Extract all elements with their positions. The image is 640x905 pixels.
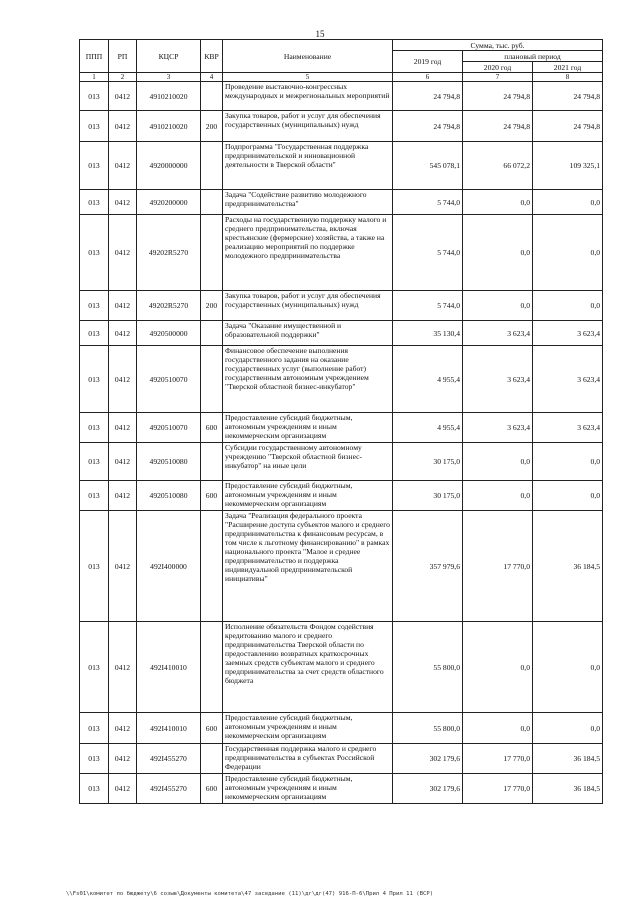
ktssr-cell: 49202R5270 <box>137 291 201 321</box>
value-2021-cell: 0,0 <box>533 190 603 215</box>
ktssr-cell: 49202R5270 <box>137 215 201 291</box>
name-cell: Задача "Реализация федерального проекта "Расширение доступа субъектов малого и среднего предпринимательства к финансовым ресурсам, в том числе к льготному финансированию" в рамках национального проекта "Малое и среднее предпринимательство и поддержка индивидуальной предпринимательской инициативы" <box>223 511 393 622</box>
value-2020-cell: 0,0 <box>463 190 533 215</box>
kvr-cell: 600 <box>201 413 223 443</box>
value-2020-cell: 0,0 <box>463 291 533 321</box>
table-row <box>80 291 603 321</box>
rp-cell: 0412 <box>109 774 137 804</box>
name-cell: Предоставление субсидий бюджетным, автономным учреждениям и иным некоммерческим организациям <box>223 774 393 804</box>
value-2019-cell: 357 979,6 <box>393 511 463 622</box>
name-cell: Подпрограмма "Государственная поддержка предпринимательской и инновационной деятельности в Тверской области" <box>223 142 393 190</box>
header-ktssr: КЦСР <box>137 40 201 73</box>
table-row <box>80 190 603 215</box>
column-number-row <box>80 73 603 82</box>
ppp-cell: 013 <box>80 413 109 443</box>
ktssr-cell: 4910210020 <box>137 82 201 111</box>
table-row <box>80 82 603 111</box>
value-2021-cell: 3 623,4 <box>533 346 603 413</box>
table-row <box>80 142 603 190</box>
header-rp: РП <box>109 40 137 73</box>
ktssr-cell: 492I455270 <box>137 774 201 804</box>
value-2021-cell: 109 325,1 <box>533 142 603 190</box>
rp-cell: 0412 <box>109 443 137 481</box>
name-cell: Закупка товаров, работ и услуг для обеспечения государственных (муниципальных) нужд <box>223 291 393 321</box>
name-cell: Субсидии государственному автономному учреждению "Тверской областной бизнес-инкубатор" на иные цели <box>223 443 393 481</box>
ppp-cell: 013 <box>80 443 109 481</box>
table-row <box>80 744 603 774</box>
table-row <box>80 774 603 804</box>
value-2019-cell: 55 800,0 <box>393 622 463 713</box>
value-2019-cell: 30 175,0 <box>393 443 463 481</box>
kvr-cell <box>201 744 223 774</box>
value-2019-cell: 55 800,0 <box>393 713 463 744</box>
rp-cell: 0412 <box>109 511 137 622</box>
kvr-cell <box>201 511 223 622</box>
ktssr-cell: 492I410010 <box>137 713 201 744</box>
column-number: 8 <box>533 73 603 82</box>
kvr-cell <box>201 142 223 190</box>
value-2021-cell: 24 794,8 <box>533 111 603 142</box>
kvr-cell: 600 <box>201 774 223 804</box>
rp-cell: 0412 <box>109 142 137 190</box>
header-ppp: ППП <box>80 40 109 73</box>
value-2021-cell: 36 184,5 <box>533 744 603 774</box>
ppp-cell: 013 <box>80 291 109 321</box>
kvr-cell: 200 <box>201 111 223 142</box>
table-row <box>80 111 603 142</box>
ktssr-cell: 4920000000 <box>137 142 201 190</box>
header-2021: 2021 год <box>533 62 603 73</box>
header-name: Наименование <box>223 40 393 73</box>
kvr-cell <box>201 443 223 481</box>
column-number: 6 <box>393 73 463 82</box>
table-row <box>80 215 603 291</box>
rp-cell: 0412 <box>109 413 137 443</box>
value-2020-cell: 0,0 <box>463 481 533 511</box>
table-row <box>80 622 603 713</box>
value-2021-cell: 36 184,5 <box>533 511 603 622</box>
header-planned-period: плановый период <box>463 51 603 62</box>
ktssr-cell: 4920510080 <box>137 443 201 481</box>
value-2021-cell: 36 184,5 <box>533 774 603 804</box>
kvr-cell: 600 <box>201 713 223 744</box>
kvr-cell: 200 <box>201 291 223 321</box>
rp-cell: 0412 <box>109 622 137 713</box>
header-2019: 2019 год <box>393 51 463 73</box>
ktssr-cell: 4920500000 <box>137 321 201 346</box>
value-2021-cell: 0,0 <box>533 622 603 713</box>
table-row <box>80 443 603 481</box>
value-2020-cell: 24 794,8 <box>463 111 533 142</box>
ppp-cell: 013 <box>80 111 109 142</box>
page-number: 15 <box>315 29 325 39</box>
name-cell: Предоставление субсидий бюджетным, автономным учреждениям и иным некоммерческим организациям <box>223 481 393 511</box>
ktssr-cell: 4920200000 <box>137 190 201 215</box>
ktssr-cell: 492I455270 <box>137 744 201 774</box>
value-2021-cell: 0,0 <box>533 481 603 511</box>
ppp-cell: 013 <box>80 774 109 804</box>
rp-cell: 0412 <box>109 321 137 346</box>
name-cell: Исполнение обязательств Фондом содействия кредитованию малого и среднего предпринимательства Тверской области по предоставлению возвратных краткосрочных заемных средств субъектам малого и среднего предпринимательства за счет средств областного бюджета <box>223 622 393 713</box>
ktssr-cell: 492I410010 <box>137 622 201 713</box>
rp-cell: 0412 <box>109 346 137 413</box>
kvr-cell <box>201 190 223 215</box>
kvr-cell <box>201 622 223 713</box>
value-2019-cell: 4 955,4 <box>393 413 463 443</box>
value-2020-cell: 0,0 <box>463 215 533 291</box>
kvr-cell <box>201 82 223 111</box>
ppp-cell: 013 <box>80 481 109 511</box>
table-row <box>80 481 603 511</box>
name-cell: Задача "Оказание имущественной и образовательной поддержки" <box>223 321 393 346</box>
value-2020-cell: 3 623,4 <box>463 413 533 443</box>
value-2021-cell: 3 623,4 <box>533 413 603 443</box>
value-2019-cell: 35 130,4 <box>393 321 463 346</box>
value-2020-cell: 3 623,4 <box>463 346 533 413</box>
rp-cell: 0412 <box>109 744 137 774</box>
name-cell: Задача "Содействие развитию молодежного предпринимательства" <box>223 190 393 215</box>
ktssr-cell: 4920510070 <box>137 346 201 413</box>
ppp-cell: 013 <box>80 321 109 346</box>
kvr-cell <box>201 321 223 346</box>
column-number: 1 <box>80 73 109 82</box>
ktssr-cell: 492I400000 <box>137 511 201 622</box>
name-cell: Государственная поддержка малого и среднего предпринимательства в субъектах Российской Федерации <box>223 744 393 774</box>
value-2020-cell: 0,0 <box>463 713 533 744</box>
name-cell: Проведение выставочно-конгрессных международных и межрегиональных мероприятий <box>223 82 393 111</box>
header-2020: 2020 год <box>463 62 533 73</box>
ppp-cell: 013 <box>80 744 109 774</box>
rp-cell: 0412 <box>109 481 137 511</box>
rp-cell: 0412 <box>109 82 137 111</box>
value-2019-cell: 24 794,8 <box>393 82 463 111</box>
rp-cell: 0412 <box>109 111 137 142</box>
value-2020-cell: 0,0 <box>463 622 533 713</box>
value-2019-cell: 5 744,0 <box>393 215 463 291</box>
value-2020-cell: 24 794,8 <box>463 82 533 111</box>
table-row <box>80 346 603 413</box>
ppp-cell: 013 <box>80 190 109 215</box>
column-number: 2 <box>109 73 137 82</box>
header-kvr: КВР <box>201 40 223 73</box>
column-number: 7 <box>463 73 533 82</box>
value-2020-cell: 17 770,0 <box>463 744 533 774</box>
value-2021-cell: 3 623,4 <box>533 321 603 346</box>
header-sum: Сумма, тыс. руб. <box>393 40 603 51</box>
rp-cell: 0412 <box>109 713 137 744</box>
ppp-cell: 013 <box>80 713 109 744</box>
ktssr-cell: 4910210020 <box>137 111 201 142</box>
ktssr-cell: 4920510080 <box>137 481 201 511</box>
table-row <box>80 511 603 622</box>
name-cell: Финансовое обеспечение выполнения государственного задания на оказание государственных услуг (выполнение работ) государственным автономным учреждением "Тверской областной бизнес-инкубатор" <box>223 346 393 413</box>
kvr-cell <box>201 346 223 413</box>
name-cell: Расходы на государственную поддержку малого и среднего предпринимательства, включая крестьянские (фермерские) хозяйства, а также на реализацию мероприятий по поддержке молодежного предпринимательства <box>223 215 393 291</box>
rp-cell: 0412 <box>109 190 137 215</box>
table-row <box>80 321 603 346</box>
table-row <box>80 413 603 443</box>
kvr-cell <box>201 215 223 291</box>
value-2019-cell: 24 794,8 <box>393 111 463 142</box>
value-2020-cell: 17 770,0 <box>463 511 533 622</box>
ppp-cell: 013 <box>80 346 109 413</box>
value-2019-cell: 4 955,4 <box>393 346 463 413</box>
value-2021-cell: 0,0 <box>533 443 603 481</box>
name-cell: Предоставление субсидий бюджетным, автономным учреждениям и иным некоммерческим организациям <box>223 413 393 443</box>
ppp-cell: 013 <box>80 82 109 111</box>
column-number: 3 <box>137 73 201 82</box>
column-number: 5 <box>223 73 393 82</box>
rp-cell: 0412 <box>109 291 137 321</box>
value-2019-cell: 5 744,0 <box>393 291 463 321</box>
value-2019-cell: 545 078,1 <box>393 142 463 190</box>
ktssr-cell: 4920510070 <box>137 413 201 443</box>
value-2021-cell: 0,0 <box>533 215 603 291</box>
ppp-cell: 013 <box>80 622 109 713</box>
name-cell: Закупка товаров, работ и услуг для обеспечения государственных (муниципальных) нужд <box>223 111 393 142</box>
kvr-cell: 600 <box>201 481 223 511</box>
name-cell: Предоставление субсидий бюджетным, автономным учреждениям и иным некоммерческим организациям <box>223 713 393 744</box>
value-2021-cell: 0,0 <box>533 291 603 321</box>
ppp-cell: 013 <box>80 511 109 622</box>
footer-file-path: \\Fs01\комитет по бюджету\6 созыв\Документы комитета\47 заседание (11)\дг\дг(47) 916-П-6\Прил 4 Прил 11 (ВСР) <box>66 891 434 897</box>
ppp-cell: 013 <box>80 215 109 291</box>
ppp-cell: 013 <box>80 142 109 190</box>
value-2021-cell: 0,0 <box>533 713 603 744</box>
value-2020-cell: 3 623,4 <box>463 321 533 346</box>
budget-table <box>79 39 603 804</box>
value-2019-cell: 302 179,6 <box>393 744 463 774</box>
value-2019-cell: 30 175,0 <box>393 481 463 511</box>
value-2021-cell: 24 794,8 <box>533 82 603 111</box>
table-row <box>80 713 603 744</box>
value-2019-cell: 5 744,0 <box>393 190 463 215</box>
value-2020-cell: 0,0 <box>463 443 533 481</box>
rp-cell: 0412 <box>109 215 137 291</box>
value-2019-cell: 302 179,6 <box>393 774 463 804</box>
value-2020-cell: 66 072,2 <box>463 142 533 190</box>
column-number: 4 <box>201 73 223 82</box>
value-2020-cell: 17 770,0 <box>463 774 533 804</box>
